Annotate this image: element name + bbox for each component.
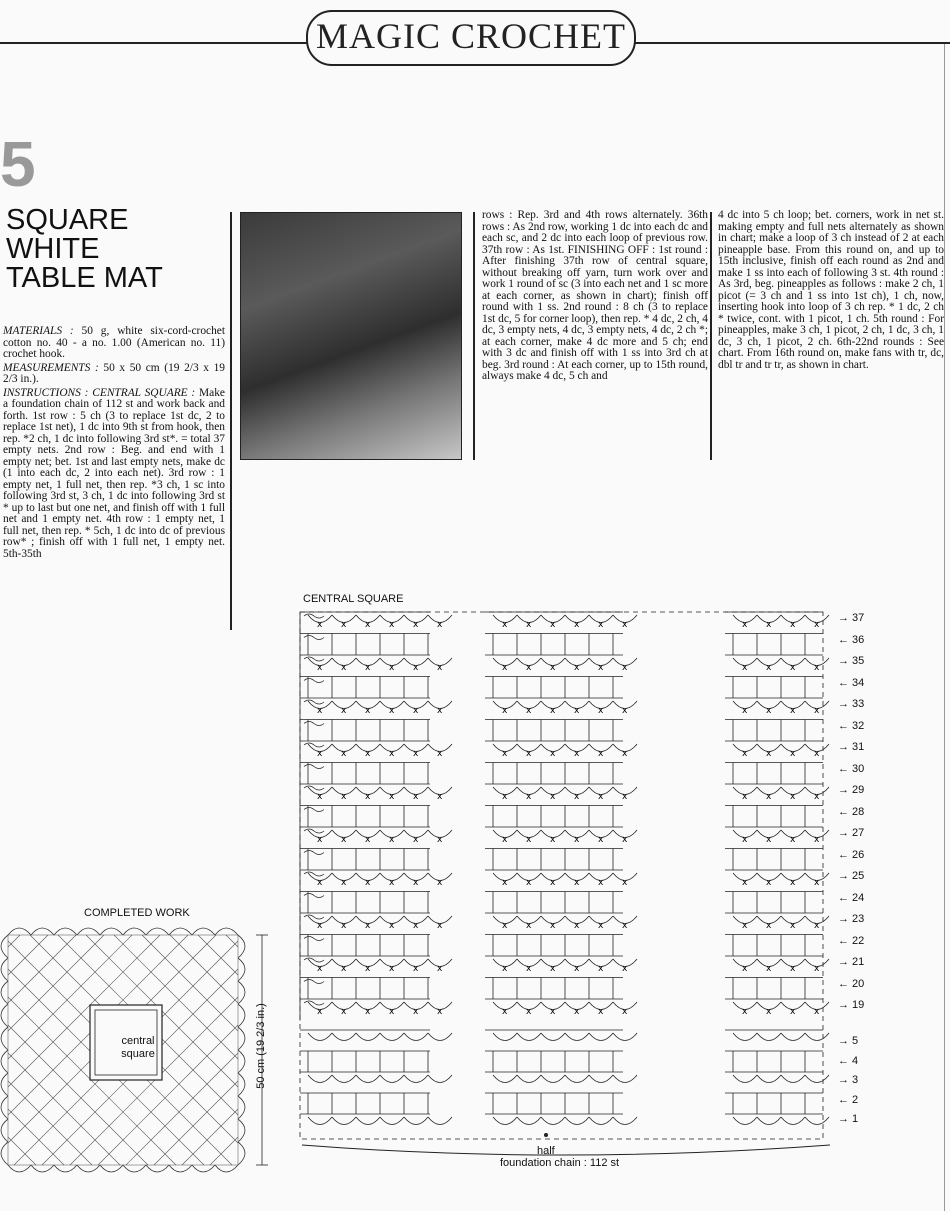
svg-text:x: x — [622, 792, 628, 802]
instructions-paragraph: INSTRUCTIONS : CENTRAL SQUARE : Make a foundation chain of 112 st and work back and forth. 1st row : 5 ch (3 to replace 1st dc, 2 to replace 1st net), 1 dc into 9th st from hook, then rep. *2 ch, 1 dc into following 3rd st*. = total 37 empty nets. 2nd row : Beg. and end with 1 empty net; bet. 1st and last empty nets, make dc (1 into each dc, 2 into each net). 3rd row : 1 empty net, 1 full net, then rep. *3 ch, 1 sc into following 3rd st, 3 ch, 1 dc into following 3rd st * up to last but one net, and finish off with 1 full net and 1 empty net. 4th row : 1 empty net, 1 full net, then rep. * 5ch, 1 dc into dc of previous row* ; finish off with 1 full net, 1 empty net. 5th-35th — [3, 386, 225, 560]
row-number: → 23 — [838, 913, 865, 925]
svg-text:x: x — [437, 749, 443, 759]
svg-text:x: x — [437, 878, 443, 888]
svg-text:x: x — [790, 1007, 796, 1017]
svg-text:x: x — [814, 921, 820, 931]
pattern-title — [6, 206, 221, 293]
svg-text:x: x — [341, 792, 347, 802]
svg-text:x: x — [766, 835, 772, 845]
svg-text:x: x — [317, 663, 323, 673]
svg-text:x: x — [413, 921, 419, 931]
row-number: → 29 — [838, 784, 865, 796]
row-number: → 37 — [838, 612, 865, 624]
svg-text:x: x — [574, 921, 580, 931]
svg-text:x: x — [413, 706, 419, 716]
svg-text:x: x — [766, 620, 772, 630]
row-number: → 33 — [838, 698, 865, 710]
svg-text:x: x — [365, 620, 371, 630]
svg-text:x: x — [574, 878, 580, 888]
materials-paragraph: MATERIALS : 50 g, white six-cord-crochet cotton no. 40 - a no. 1.00 (American no. 11) crochet hook. — [3, 325, 225, 360]
svg-text:x: x — [526, 964, 532, 974]
svg-text:x: x — [766, 706, 772, 716]
svg-text:x: x — [742, 835, 748, 845]
svg-text:x: x — [574, 835, 580, 845]
instructions-column-3: rows : Rep. 3rd and 4th rows alternately. 36th rows : As 2nd row, working 1 dc into each dc and each sc, and 2 dc into each loop of previous row. 37th row : As 1st. FINISHING OFF : 1st round : After finishing 37th row of central square, without breaking off yarn, turn work over and work 1 round of sc (3 into each net and 1 sc more at each corner, as shown in chart); finish off round with 1 ss. 2nd round : 8 ch (3 to replace 1st dc, 5 for corner loop), then rep. * 4 dc, 2 ch, 4 dc, 3 empty nets, 4 dc, 3 empty nets, 4 dc, 2 ch *; at each corner, make 4 dc more and 5 ch; end with 3 dc and finish off with 1 ss into 3rd ch at beg. 3rd round : At each corner, up to 15th round, always make 4 dc, 5 ch and — [482, 209, 708, 382]
dimension-label: 50 cm (19 2/3 in.) — [255, 1003, 267, 1089]
svg-text:x: x — [365, 749, 371, 759]
svg-text:x: x — [814, 835, 820, 845]
half-label: half — [537, 1145, 555, 1157]
svg-text:x: x — [790, 620, 796, 630]
row-number: → 27 — [838, 827, 865, 839]
svg-text:x: x — [317, 1007, 323, 1017]
svg-text:x: x — [742, 1007, 748, 1017]
svg-text:x: x — [766, 1007, 772, 1017]
svg-text:x: x — [502, 792, 508, 802]
svg-text:x: x — [389, 1007, 395, 1017]
svg-text:x: x — [389, 620, 395, 630]
svg-text:x: x — [389, 878, 395, 888]
svg-text:x: x — [502, 964, 508, 974]
svg-text:x: x — [437, 921, 443, 931]
svg-text:x: x — [502, 620, 508, 630]
svg-text:x: x — [550, 921, 556, 931]
svg-text:x: x — [341, 835, 347, 845]
svg-text:x: x — [814, 620, 820, 630]
crochet-chart — [290, 600, 890, 1180]
svg-text:x: x — [526, 749, 532, 759]
svg-text:x: x — [622, 964, 628, 974]
chart-title: CENTRAL SQUARE — [303, 593, 404, 605]
central-square-label: central square — [121, 1035, 155, 1060]
svg-text:x: x — [365, 792, 371, 802]
svg-text:x: x — [365, 663, 371, 673]
svg-text:x: x — [526, 1007, 532, 1017]
svg-text:x: x — [526, 706, 532, 716]
svg-text:x: x — [790, 835, 796, 845]
svg-text:x: x — [574, 706, 580, 716]
svg-text:x: x — [598, 921, 604, 931]
svg-text:x: x — [622, 663, 628, 673]
svg-text:x: x — [437, 706, 443, 716]
svg-text:x: x — [814, 706, 820, 716]
svg-text:x: x — [550, 878, 556, 888]
svg-text:x: x — [413, 878, 419, 888]
svg-text:x: x — [317, 878, 323, 888]
svg-text:x: x — [766, 964, 772, 974]
row-number: ← 32 — [838, 719, 865, 732]
row-number: → 31 — [838, 741, 865, 753]
svg-text:x: x — [365, 964, 371, 974]
row-number: ← 34 — [838, 676, 865, 689]
svg-text:x: x — [814, 749, 820, 759]
svg-text:x: x — [341, 749, 347, 759]
svg-text:x: x — [550, 620, 556, 630]
svg-text:x: x — [389, 663, 395, 673]
row-number: ← 4 — [838, 1054, 859, 1067]
svg-text:x: x — [622, 620, 628, 630]
svg-text:x: x — [742, 620, 748, 630]
svg-text:x: x — [341, 663, 347, 673]
svg-text:x: x — [317, 921, 323, 931]
svg-text:x: x — [526, 835, 532, 845]
svg-text:x: x — [317, 620, 323, 630]
row-number: ← 36 — [838, 633, 865, 646]
svg-text:x: x — [550, 663, 556, 673]
svg-text:x: x — [766, 878, 772, 888]
svg-text:x: x — [574, 749, 580, 759]
row-number: ← 26 — [838, 848, 865, 861]
row-number: → 21 — [838, 956, 865, 968]
svg-text:x: x — [814, 1007, 820, 1017]
row-number: ← 28 — [838, 805, 865, 818]
svg-text:x: x — [526, 620, 532, 630]
svg-text:x: x — [341, 620, 347, 630]
svg-text:x: x — [742, 792, 748, 802]
svg-text:x: x — [502, 663, 508, 673]
svg-text:x: x — [502, 835, 508, 845]
svg-text:x: x — [574, 1007, 580, 1017]
title-line: TABLE MAT — [6, 262, 163, 294]
svg-text:x: x — [413, 620, 419, 630]
svg-text:x: x — [598, 749, 604, 759]
svg-text:x: x — [598, 663, 604, 673]
svg-text:x: x — [742, 878, 748, 888]
svg-text:x: x — [389, 749, 395, 759]
row-number: ← 24 — [838, 891, 865, 904]
svg-text:x: x — [622, 706, 628, 716]
svg-text:x: x — [341, 1007, 347, 1017]
svg-text:x: x — [389, 964, 395, 974]
svg-text:x: x — [790, 663, 796, 673]
svg-text:x: x — [502, 1007, 508, 1017]
svg-text:x: x — [574, 964, 580, 974]
svg-text:x: x — [502, 921, 508, 931]
column-divider — [230, 212, 232, 630]
svg-text:x: x — [437, 663, 443, 673]
svg-text:x: x — [526, 878, 532, 888]
svg-text:x: x — [814, 792, 820, 802]
page-edge — [944, 44, 945, 1211]
svg-text:x: x — [622, 1007, 628, 1017]
svg-text:x: x — [622, 749, 628, 759]
svg-text:x: x — [502, 878, 508, 888]
svg-text:x: x — [550, 749, 556, 759]
svg-text:x: x — [598, 792, 604, 802]
svg-text:x: x — [341, 706, 347, 716]
svg-text:x: x — [365, 835, 371, 845]
svg-text:x: x — [814, 878, 820, 888]
svg-text:x: x — [365, 878, 371, 888]
svg-text:x: x — [622, 921, 628, 931]
row-number: ← 20 — [838, 977, 865, 990]
svg-text:x: x — [550, 835, 556, 845]
svg-text:x: x — [598, 620, 604, 630]
svg-text:x: x — [365, 1007, 371, 1017]
pattern-number: 5 — [0, 128, 36, 200]
svg-text:x: x — [317, 706, 323, 716]
svg-text:x: x — [742, 663, 748, 673]
svg-text:x: x — [598, 1007, 604, 1017]
title-line: SQUARE — [6, 204, 129, 236]
svg-text:x: x — [790, 749, 796, 759]
completed-work-title: COMPLETED WORK — [84, 907, 190, 919]
svg-text:x: x — [742, 749, 748, 759]
svg-text:x: x — [341, 921, 347, 931]
foundation-chain-label: foundation chain : 112 st — [500, 1157, 620, 1169]
instructions-column-1 — [3, 326, 225, 562]
column-divider — [473, 212, 475, 460]
svg-text:x: x — [317, 835, 323, 845]
svg-text:x: x — [502, 749, 508, 759]
svg-text:x: x — [622, 878, 628, 888]
svg-text:x: x — [365, 921, 371, 931]
svg-text:x: x — [598, 706, 604, 716]
svg-text:x: x — [526, 663, 532, 673]
title-line: WHITE — [6, 233, 100, 265]
row-number: → 19 — [838, 999, 865, 1011]
svg-text:x: x — [574, 663, 580, 673]
svg-text:x: x — [365, 706, 371, 716]
svg-text:x: x — [766, 749, 772, 759]
row-number: ← 2 — [838, 1093, 859, 1106]
svg-text:x: x — [814, 964, 820, 974]
svg-text:x: x — [766, 663, 772, 673]
svg-text:x: x — [598, 878, 604, 888]
svg-text:x: x — [389, 921, 395, 931]
row-number: → 3 — [838, 1074, 859, 1086]
svg-text:x: x — [413, 663, 419, 673]
svg-text:x: x — [574, 620, 580, 630]
row-number: ← 30 — [838, 762, 865, 775]
svg-text:x: x — [574, 792, 580, 802]
measurements-paragraph: MEASUREMENTS : 50 x 50 cm (19 2/3 x 19 2/3 in.). — [3, 361, 225, 385]
svg-text:x: x — [598, 835, 604, 845]
svg-text:x: x — [766, 921, 772, 931]
svg-text:x: x — [437, 620, 443, 630]
svg-text:x: x — [413, 964, 419, 974]
svg-text:x: x — [550, 706, 556, 716]
svg-text:x: x — [437, 792, 443, 802]
svg-text:x: x — [317, 749, 323, 759]
column-divider — [710, 212, 712, 460]
svg-text:x: x — [389, 706, 395, 716]
svg-text:x: x — [341, 964, 347, 974]
svg-text:x: x — [526, 921, 532, 931]
row-number: → 5 — [838, 1035, 859, 1047]
svg-text:x: x — [742, 706, 748, 716]
svg-text:x: x — [790, 706, 796, 716]
photo-frame — [240, 212, 462, 460]
svg-text:x: x — [790, 878, 796, 888]
svg-text:x: x — [413, 835, 419, 845]
svg-text:x: x — [790, 964, 796, 974]
svg-text:x: x — [598, 964, 604, 974]
svg-text:x: x — [413, 749, 419, 759]
svg-text:x: x — [502, 706, 508, 716]
svg-text:x: x — [437, 835, 443, 845]
row-number: → 25 — [838, 870, 865, 882]
svg-text:x: x — [413, 792, 419, 802]
svg-text:x: x — [413, 1007, 419, 1017]
svg-text:x: x — [389, 835, 395, 845]
row-number: → 1 — [838, 1113, 859, 1125]
row-number: → 35 — [838, 655, 865, 667]
magazine-title: MAGIC CROCHET — [315, 16, 627, 56]
svg-text:x: x — [550, 1007, 556, 1017]
svg-text:x: x — [550, 964, 556, 974]
svg-text:x: x — [622, 835, 628, 845]
svg-text:x: x — [317, 964, 323, 974]
instructions-column-4: 4 dc into 5 ch loop; bet. corners, work in net st. making empty and full nets alternately as shown in chart; make a loop of 3 ch instead of 2 at each pineapple base. From this round on, and up to 15th inclusive, finish off each round as 2nd and make 1 ss into each of following 3 st. 4th round : As 3rd, beg. pineapples as follows : make 2 ch, 1 picot (= 3 ch and 1 ss into 1st ch), 1 ch, now, inserting hook into loop of 3 ch rep. * 1 dc, 2 ch * twice, cont. with 1 picot, 1 ch. 5th round : For pineapples, make 3 ch, 1 picot, 2 ch, 1 dc, 3 ch, 1 dc, 3 ch, 1 picot, 2 ch. 6th-22nd rounds : See chart. From 16th round on, make fans with tr, dc, dbl tr and tr tr, as shown in chart. — [718, 209, 944, 371]
svg-text:x: x — [790, 921, 796, 931]
svg-text:x: x — [437, 1007, 443, 1017]
svg-text:x: x — [317, 792, 323, 802]
svg-text:x: x — [742, 964, 748, 974]
svg-text:x: x — [790, 792, 796, 802]
svg-text:x: x — [814, 663, 820, 673]
svg-text:x: x — [526, 792, 532, 802]
row-number: ← 22 — [838, 934, 865, 947]
svg-text:x: x — [766, 792, 772, 802]
svg-text:x: x — [437, 964, 443, 974]
svg-text:x: x — [742, 921, 748, 931]
svg-text:x: x — [550, 792, 556, 802]
svg-text:x: x — [341, 878, 347, 888]
svg-text:x: x — [389, 792, 395, 802]
